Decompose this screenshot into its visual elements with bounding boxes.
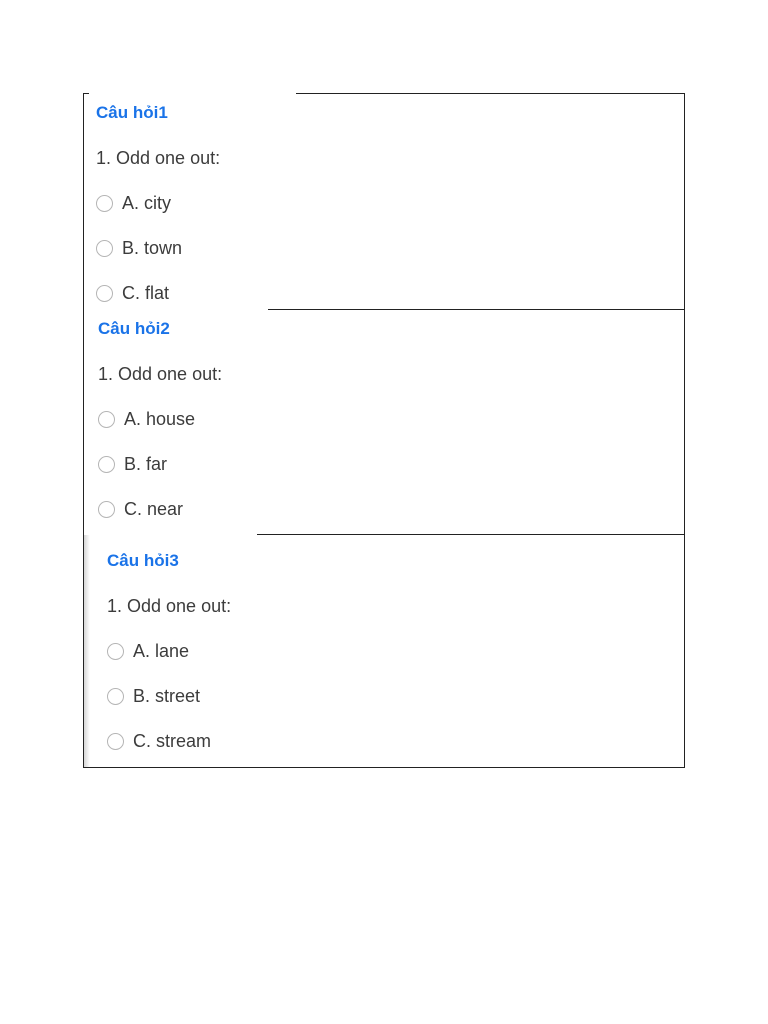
question-divider-2 [257,534,685,535]
option-label: B. town [122,238,183,258]
option-label: C. stream [133,731,212,751]
answer-option-c[interactable] [107,729,231,753]
frame-top-edge-left [83,93,89,94]
question-title: Câu hỏi1 [96,103,168,122]
option-label: B. street [133,686,201,706]
radio-button-icon[interactable] [107,733,124,750]
radio-button-icon[interactable] [107,688,124,705]
answer-option-b[interactable] [98,452,222,476]
question-prompt: 1. Odd one out: [107,596,232,616]
question-block-1 [96,101,220,305]
radio-button-icon[interactable] [107,643,124,660]
radio-button-icon[interactable] [98,456,115,473]
question-divider-1 [268,309,685,310]
question-prompt: 1. Odd one out: [98,364,223,384]
option-label: B. far [124,454,168,474]
option-label: C. flat [122,283,170,303]
option-label: A. lane [133,641,190,661]
answer-option-b[interactable] [107,684,231,708]
frame-top-edge-right [296,93,685,94]
question-title: Câu hỏi3 [107,551,179,570]
option-label: A. city [122,193,172,213]
radio-button-icon[interactable] [96,285,113,302]
option-label: A. house [124,409,196,429]
question-block-2 [98,317,222,521]
answer-option-a[interactable] [96,191,220,215]
answer-option-c[interactable] [96,281,220,305]
radio-button-icon[interactable] [96,195,113,212]
scan-shadow-edge [84,535,90,767]
answer-option-c[interactable] [98,497,222,521]
question-prompt: 1. Odd one out: [96,148,221,168]
radio-button-icon[interactable] [96,240,113,257]
question-title: Câu hỏi2 [98,319,170,338]
radio-button-icon[interactable] [98,501,115,518]
question-block-3 [107,549,231,753]
answer-option-b[interactable] [96,236,220,260]
answer-option-a[interactable] [98,407,222,431]
option-label: C. near [124,499,184,519]
answer-option-a[interactable] [107,639,231,663]
radio-button-icon[interactable] [98,411,115,428]
